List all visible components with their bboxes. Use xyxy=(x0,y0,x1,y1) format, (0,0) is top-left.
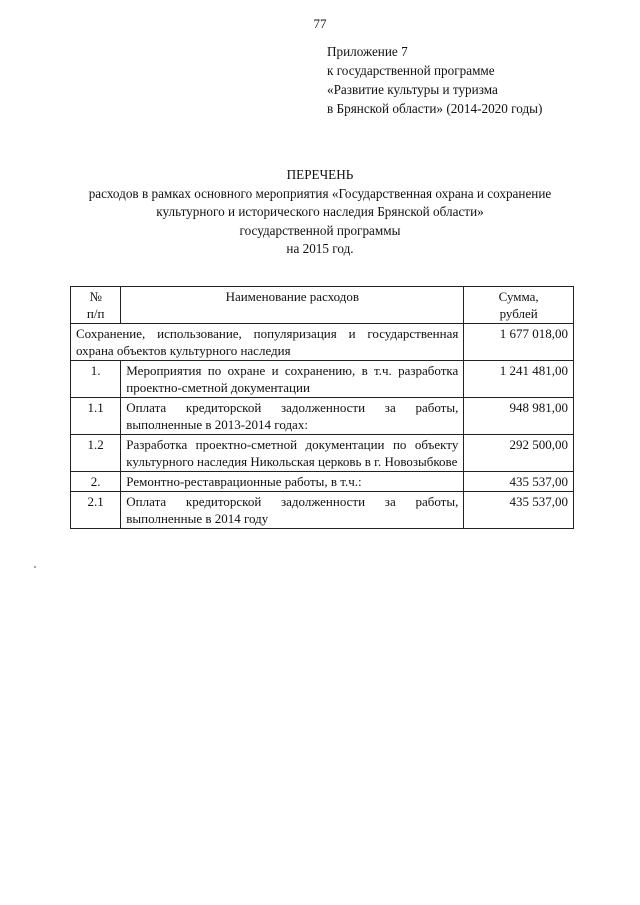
row-name: Оплата кредиторской задолженности за работы, выполненные в 2013-2014 годах: xyxy=(121,398,464,435)
header-number xyxy=(71,287,121,324)
header-sum xyxy=(464,287,574,324)
row-name: Оплата кредиторской задолженности за работы, выполненные в 2014 году xyxy=(121,492,464,529)
header-sum-line: Сумма, xyxy=(498,289,539,304)
appendix-note xyxy=(327,42,542,118)
appendix-line: Приложение 7 xyxy=(327,44,408,59)
header-number-line: № xyxy=(89,289,102,304)
appendix-line: к государственной программе xyxy=(327,63,495,78)
heading-line: государственной программы xyxy=(239,222,401,238)
table-row xyxy=(71,472,574,492)
appendix-line: «Развитие культуры и туризма xyxy=(327,82,498,97)
header-name: Наименование расходов xyxy=(121,287,464,324)
row-sum: 435 537,00 xyxy=(464,492,574,529)
row-sum: 948 981,00 xyxy=(464,398,574,435)
row-name: Разработка проектно-сметной документации по объекту культурного наследия Никольская церковь в г. Новозыбкове xyxy=(121,435,464,472)
heading-line: расходов в рамках основного мероприятия «Государственная охрана и сохранение xyxy=(88,185,552,201)
table-row-total xyxy=(71,324,574,361)
row-name: Ремонтно-реставрационные работы, в т.ч.: xyxy=(121,472,464,492)
appendix-line: в Брянской области» (2014-2020 годы) xyxy=(327,101,543,116)
row-number: 2.1 xyxy=(71,492,121,529)
table-row xyxy=(71,435,574,472)
document-heading xyxy=(0,166,640,259)
expenses-table xyxy=(70,286,574,529)
heading-line: культурного и исторического наследия Брянской области» xyxy=(156,204,484,219)
row-sum: 435 537,00 xyxy=(464,472,574,492)
table-header-row xyxy=(71,287,574,324)
row-number: 1. xyxy=(71,361,121,398)
heading-title: ПЕРЕЧЕНЬ xyxy=(286,167,354,182)
row-name: Сохранение, использование, популяризация и государственная охрана объектов культурного наследия xyxy=(71,324,464,361)
row-number: 1.1 xyxy=(71,398,121,435)
row-number: 2. xyxy=(71,472,121,492)
header-number-line: п/п xyxy=(86,306,105,321)
row-number: 1.2 xyxy=(71,435,121,472)
header-sum-line: рублей xyxy=(499,306,538,321)
table-row xyxy=(71,492,574,529)
row-name: Мероприятия по охране и сохранению, в т.ч. разработка проектно-сметной документации xyxy=(121,361,464,398)
page-number: 77 xyxy=(313,16,327,31)
row-sum: 1 241 481,00 xyxy=(464,361,574,398)
table-row xyxy=(71,361,574,398)
row-sum: 1 677 018,00 xyxy=(464,324,574,361)
scan-speck xyxy=(34,566,36,568)
heading-line: на 2015 год. xyxy=(286,241,354,256)
table-row xyxy=(71,398,574,435)
row-sum: 292 500,00 xyxy=(464,435,574,472)
